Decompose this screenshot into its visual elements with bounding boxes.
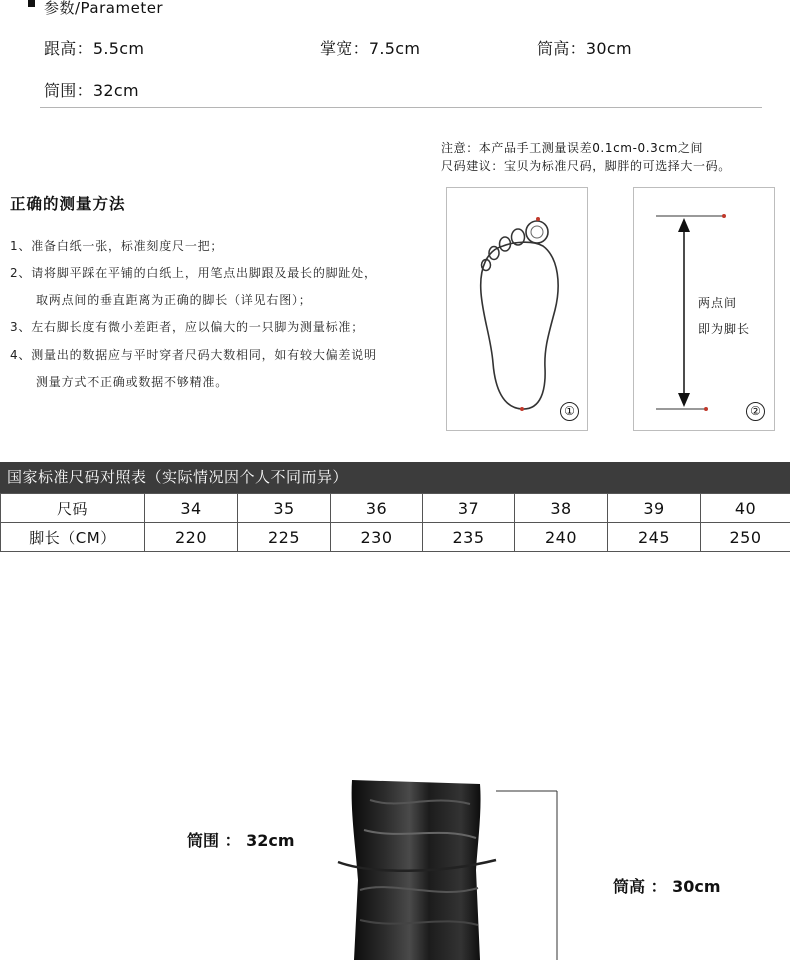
- size-table-title: [0, 462, 790, 493]
- size-row-label: 尺码: [1, 494, 145, 523]
- note-error: 注意：本产品手工测量误差0.1cm-0.3cm之间: [441, 141, 704, 155]
- length-cell: 230: [331, 523, 423, 552]
- parameter-title: 参数/Parameter: [44, 0, 164, 17]
- heel-height: 跟高：5.5cm: [44, 39, 145, 58]
- size-table-title-text: 国家标准尺码对照表（实际情况因个人不同而异）: [7, 468, 349, 486]
- measure-step: 2、请将脚平踩在平铺的白纸上，用笔点出脚跟及最长的脚趾处，: [10, 266, 377, 280]
- length-cell: 240: [515, 523, 608, 552]
- measure-step: 测量方式不正确或数据不够精准。: [36, 375, 229, 389]
- boot-circumference-label: 筒围 ： 32cm: [187, 831, 295, 850]
- boot-image: [330, 770, 570, 960]
- measure-title: 正确的测量方法: [10, 195, 126, 213]
- length-cell: 225: [238, 523, 331, 552]
- diagram-number-2: ②: [746, 402, 765, 421]
- table-row: [1, 523, 790, 552]
- length-cell: 235: [423, 523, 515, 552]
- shaft-height: 筒高：30cm: [537, 39, 632, 58]
- size-table: [0, 493, 790, 552]
- size-cell: 35: [238, 494, 331, 523]
- sole-width: 掌宽：7.5cm: [320, 39, 421, 58]
- foot-length-row-label: 脚长（CM）: [1, 523, 145, 552]
- foot-length-label: 即为脚长: [698, 322, 751, 336]
- size-cell: 39: [608, 494, 701, 523]
- length-cell: 220: [145, 523, 238, 552]
- size-cell: 34: [145, 494, 238, 523]
- diagram-number-1: ①: [560, 402, 579, 421]
- length-diagram: [633, 187, 775, 431]
- size-cell: 36: [331, 494, 423, 523]
- shaft-circumference: 筒围：32cm: [44, 81, 139, 100]
- measure-step: 3、左右脚长度有微小差距者，应以偏大的一只脚为测量标准；: [10, 320, 365, 334]
- length-cell: 245: [608, 523, 701, 552]
- footprint-diagram: [446, 187, 588, 431]
- boot-height-label: 筒高 ： 30cm: [613, 877, 721, 896]
- size-cell: 38: [515, 494, 608, 523]
- footprint-icon: [447, 188, 587, 430]
- length-cell: 250: [701, 523, 790, 552]
- table-row: [1, 494, 790, 523]
- header-bullet: [28, 0, 35, 7]
- size-cell: 40: [701, 494, 790, 523]
- param-divider: [40, 107, 762, 108]
- measure-step: 4、测量出的数据应与平时穿者尺码大数相同，如有较大偏差说明: [10, 348, 377, 362]
- measure-step: 取两点间的垂直距离为正确的脚长（详见右图）；: [36, 293, 312, 307]
- size-cell: 37: [423, 494, 515, 523]
- measure-step: 1、准备白纸一张，标准刻度尺一把；: [10, 239, 224, 253]
- note-size-advice: 尺码建议：宝贝为标准尺码，脚胖的可选择大一码。: [441, 159, 731, 173]
- between-label: 两点间: [698, 296, 738, 310]
